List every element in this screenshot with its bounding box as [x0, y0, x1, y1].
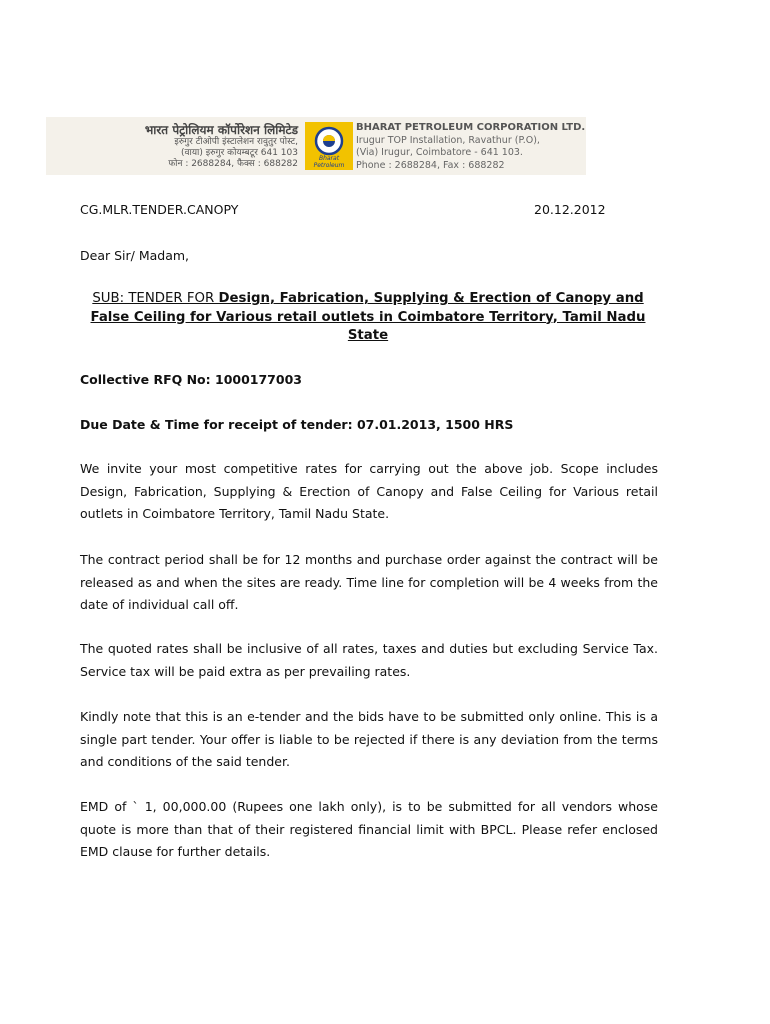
letterhead-address-2: (Via) Irugur, Coimbatore - 641 103. — [356, 147, 523, 158]
paragraph-rates: The quoted rates shall be inclusive of all rates, taxes and duties but excluding Service Tax. Service tax will be paid extra as per prevailing rates. — [80, 641, 658, 679]
letterhead-company-name: BHARAT PETROLEUM CORPORATION LTD. — [356, 122, 586, 133]
letterhead-hindi-company: भारत पेट्रोलियम कॉर्पोरेशन लिमिटेड — [144, 123, 298, 137]
letterhead-hindi-address-2: (वाया) इरुगुर कोयम्बटूर 641 103 — [180, 148, 298, 158]
paragraph-emd: EMD of ` 1, 00,000.00 (Rupees one lakh only), is to be submitted for all vendors whose quote is more than that of their registered financial limit with BPCL. Please refer enclosed EMD clause for further details. — [80, 799, 658, 860]
letterhead-hindi-phone: फोन : 2688284, फैक्स : 688282 — [168, 159, 298, 169]
logo-text-top: Bharat — [318, 155, 340, 162]
letterhead-hindi — [52, 123, 298, 170]
letterhead-phone: Phone : 2688284, Fax : 688282 — [356, 159, 505, 171]
paragraph-e-tender: Kindly note that this is an e-tender and the bids have to be submitted only online. This is a single part tender. Your offer is liable to be rejected if there is any deviation from the terms and conditions of the said tender. — [80, 709, 658, 770]
rfq-number: Collective RFQ No: 1000177003 — [80, 372, 302, 387]
paragraph-contract-period: The contract period shall be for 12 months and purchase order against the contract will be released as and when the sites are ready. Time line for completion will be 4 weeks from the date of individual call off. — [80, 552, 658, 613]
paragraph-scope: We invite your most competitive rates for carrying out the above job. Scope includes Design, Fabrication, Supplying & Erection of Canopy and False Ceiling for Various retail outlets in Coimbatore Territory, Tamil Nadu State. — [80, 461, 658, 522]
logo-text-bottom: Petroleum — [313, 162, 345, 169]
due-date: Due Date & Time for receipt of tender: 07.01.2013, 1500 HRS — [80, 417, 514, 432]
letterhead-english — [356, 122, 586, 172]
salutation: Dear Sir/ Madam, — [80, 248, 190, 263]
letterhead-address-1: Irugur TOP Installation, Ravathur (P.O), — [356, 134, 540, 146]
subject-prefix: SUB: TENDER FOR — [92, 291, 219, 306]
letter-date: 20.12.2012 — [534, 202, 606, 217]
letterhead — [46, 117, 586, 175]
letterhead-hindi-address-1: इरुगुर टीओपी इंस्टालेशन रावुतुर पोस्ट, — [174, 137, 298, 147]
subject-line — [80, 290, 656, 346]
reference-number: CG.MLR.TENDER.CANOPY — [80, 202, 239, 217]
bharat-petroleum-logo — [304, 121, 354, 171]
subject-text: Design, Fabrication, Supplying & Erection of Canopy and False Ceiling for Various retail outlets in Coimbatore Territory, Tamil Nadu State — [90, 291, 646, 343]
